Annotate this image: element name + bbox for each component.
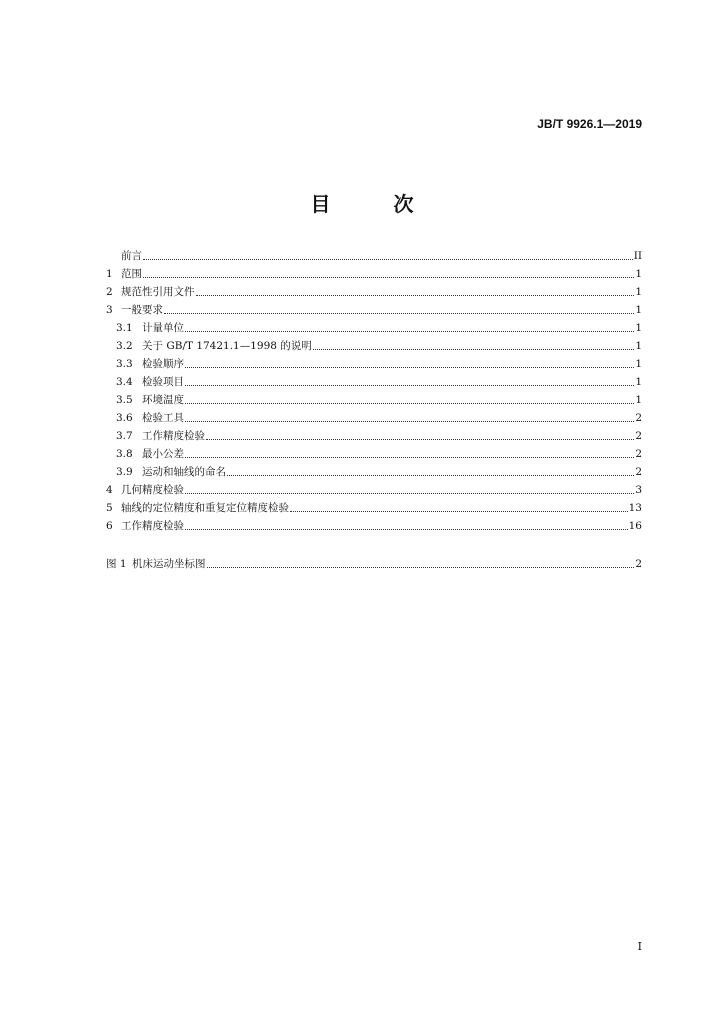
entry-label: 环境温度 bbox=[142, 394, 184, 406]
entry-label: 范围 bbox=[121, 268, 142, 280]
entry-number: 4 bbox=[106, 484, 113, 496]
leader-dots bbox=[143, 276, 634, 278]
entry-label: 最小公差 bbox=[142, 448, 184, 460]
entry-page: 3 bbox=[635, 484, 642, 496]
standard-code: JB/T 9926.1—2019 bbox=[537, 117, 642, 131]
leader-dots bbox=[185, 456, 634, 458]
entry-number: 3.8 bbox=[116, 448, 133, 460]
leader-dots bbox=[313, 348, 635, 350]
entry-label: 规范性引用文件 bbox=[121, 286, 195, 298]
entry-page: 1 bbox=[635, 322, 642, 334]
entry-label: 检验顺序 bbox=[142, 358, 184, 370]
leader-dots bbox=[185, 330, 634, 332]
entry-page: 13 bbox=[628, 502, 642, 514]
entry-label: 检验工具 bbox=[142, 412, 184, 424]
toc-entry[interactable] bbox=[106, 247, 642, 265]
entry-label: 几何精度检验 bbox=[121, 484, 184, 496]
leader-dots bbox=[185, 384, 634, 386]
toc-entry[interactable] bbox=[106, 283, 642, 301]
leader-dots bbox=[207, 566, 635, 568]
toc-entry[interactable] bbox=[106, 517, 642, 535]
toc-entry[interactable] bbox=[106, 301, 642, 319]
entry-number: 1 bbox=[106, 268, 113, 280]
entry-number: 6 bbox=[106, 520, 113, 532]
entry-label: 轴线的定位精度和重复定位精度检验 bbox=[121, 502, 289, 514]
toc-entry[interactable] bbox=[106, 463, 642, 481]
entry-page: 1 bbox=[635, 394, 642, 406]
leader-dots bbox=[290, 510, 628, 512]
leader-dots bbox=[185, 402, 634, 404]
entry-page: 2 bbox=[635, 448, 642, 460]
entry-label: 前言 bbox=[121, 250, 142, 262]
entry-label: 机床运动坐标图 bbox=[132, 558, 206, 570]
entry-page: 16 bbox=[628, 520, 642, 532]
toc-entry[interactable] bbox=[106, 427, 642, 445]
entry-number: 图 1 bbox=[106, 558, 127, 570]
toc-entry[interactable] bbox=[106, 445, 642, 463]
entry-label: 工作精度检验 bbox=[142, 430, 205, 442]
toc-entry[interactable] bbox=[106, 481, 642, 499]
leader-dots bbox=[227, 474, 634, 476]
leader-dots bbox=[164, 312, 634, 314]
toc-entry[interactable] bbox=[106, 391, 642, 409]
entry-page: 1 bbox=[635, 304, 642, 316]
page-title: 目 次 bbox=[310, 192, 442, 216]
toc-entry[interactable] bbox=[106, 499, 642, 517]
entry-page: 1 bbox=[635, 268, 642, 280]
toc-entry[interactable] bbox=[106, 337, 642, 355]
leader-dots bbox=[185, 528, 628, 530]
page-number: I bbox=[637, 940, 642, 953]
toc-entry[interactable] bbox=[106, 355, 642, 373]
entry-label: 关于 GB/T 17421.1—1998 的说明 bbox=[142, 340, 312, 352]
entry-page: 2 bbox=[635, 558, 642, 570]
entry-number: 3.3 bbox=[116, 358, 133, 370]
leader-dots bbox=[185, 366, 634, 368]
toc-entry[interactable] bbox=[106, 319, 642, 337]
entry-number: 3.5 bbox=[116, 394, 133, 406]
toc-entry[interactable] bbox=[106, 373, 642, 391]
entry-label: 检验项目 bbox=[142, 376, 184, 388]
entry-page: 1 bbox=[635, 376, 642, 388]
entry-page: 2 bbox=[635, 412, 642, 424]
entry-label: 计量单位 bbox=[142, 322, 184, 334]
entry-number: 3.4 bbox=[116, 376, 133, 388]
entry-number: 3.9 bbox=[116, 466, 133, 478]
entry-number: 3.7 bbox=[116, 430, 133, 442]
leader-dots bbox=[185, 492, 634, 494]
leader-dots bbox=[185, 420, 634, 422]
entry-label: 一般要求 bbox=[121, 304, 163, 316]
entry-number: 3 bbox=[106, 304, 113, 316]
entry-number: 2 bbox=[106, 286, 113, 298]
entry-page: II bbox=[633, 250, 642, 262]
leader-dots bbox=[206, 438, 634, 440]
entry-page: 1 bbox=[635, 286, 642, 298]
entry-page: 2 bbox=[635, 430, 642, 442]
entry-number: 3.1 bbox=[116, 322, 133, 334]
toc-entry[interactable] bbox=[106, 265, 642, 283]
entry-label: 运动和轴线的命名 bbox=[142, 466, 226, 478]
entry-page: 1 bbox=[635, 358, 642, 370]
toc-entry[interactable] bbox=[106, 409, 642, 427]
entry-number: 3.2 bbox=[116, 340, 133, 352]
entry-number: 3.6 bbox=[116, 412, 133, 424]
entry-label: 工作精度检验 bbox=[121, 520, 184, 532]
leader-dots bbox=[196, 294, 635, 296]
entry-page: 2 bbox=[635, 466, 642, 478]
figure-list-item[interactable] bbox=[106, 555, 642, 573]
entry-number: 5 bbox=[106, 502, 113, 514]
leader-dots bbox=[143, 258, 633, 260]
table-of-contents bbox=[106, 247, 642, 573]
entry-page: 1 bbox=[635, 340, 642, 352]
